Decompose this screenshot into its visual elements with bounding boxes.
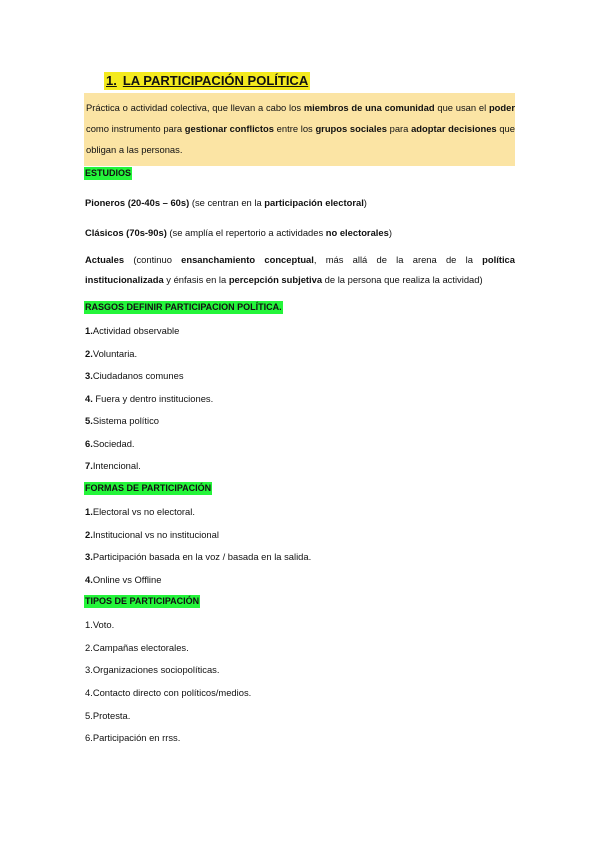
estudios-pioneros (85, 196, 367, 209)
item-text: Participación basada en la voz / basada en la salida. (92, 551, 312, 562)
definition-text: para (386, 123, 412, 134)
definition-text: que obligan a las personas. (86, 123, 515, 155)
definition-bold: adoptar decisiones (411, 123, 497, 134)
item-number: 2. (85, 348, 93, 359)
item-number: 5. (85, 415, 93, 426)
pioneros-text: (se centran en la (189, 197, 265, 208)
definition-bold: gestionar conflictos (184, 123, 274, 134)
tipos-item: 5.Protesta. (85, 710, 131, 721)
actuales-text: y énfasis en la (163, 274, 229, 285)
pioneros-label: Pioneros (20-40s – 60s) (85, 197, 190, 208)
definition-bold: grupos sociales (315, 123, 387, 134)
item-text: Electoral vs no electoral. (92, 506, 195, 517)
estudios-actuales (85, 250, 515, 290)
clasicos-bold: no electorales (325, 227, 389, 238)
clasicos-text: ) (388, 227, 392, 238)
rasgos-item (85, 324, 179, 337)
rasgos-item (85, 347, 137, 360)
tipos-item: 6.Participación en rrss. (85, 732, 181, 743)
rasgos-item (85, 414, 159, 427)
actuales-text: (continuo (124, 254, 182, 265)
actuales-text: de la persona que realiza la actividad) (322, 274, 483, 285)
section-title (104, 72, 310, 90)
item-number: 3. (85, 370, 93, 381)
pioneros-bold: participación electoral (264, 197, 364, 208)
tipos-item: 1.Voto. (85, 619, 115, 630)
definition-text: como instrumento para (86, 123, 185, 134)
item-text: Actividad observable (92, 325, 180, 336)
formas-heading: FORMAS DE PARTICIPACIÓN (85, 483, 212, 493)
estudios-heading: ESTUDIOS (85, 168, 132, 178)
definition-text: Práctica o actividad colectiva, que llevan a cabo los (86, 102, 304, 113)
rasgos-item (85, 369, 184, 382)
rasgos-item (85, 437, 135, 450)
item-number: 1. (85, 325, 93, 336)
item-number: 2. (85, 529, 93, 540)
actuales-label: Actuales (85, 254, 125, 265)
clasicos-label: Clásicos (70s-90s) (85, 227, 167, 238)
actuales-bold: ensanchamiento conceptual (181, 254, 314, 265)
tipos-heading: TIPOS DE PARTICIPACIÓN (85, 596, 200, 606)
rasgos-heading: RASGOS DEFINIR PARTICIPACION POLÍTICA. (85, 302, 282, 312)
formas-item (85, 528, 219, 541)
actuales-text: , más allá de la arena de la (313, 254, 483, 265)
section-title-text: LA PARTICIPACIÓN POLÍTICA (122, 73, 309, 88)
formas-item (85, 573, 161, 586)
item-number: 3. (85, 551, 93, 562)
pioneros-text: ) (363, 197, 367, 208)
item-text: Voluntaria. (92, 348, 138, 359)
formas-item (85, 550, 311, 563)
definition-paragraph (84, 93, 515, 166)
item-text: Ciudadanos comunes (92, 370, 184, 381)
clasicos-text: (se amplía el repertorio a actividades (166, 227, 326, 238)
item-text: Sistema político (92, 415, 160, 426)
item-number: 7. (85, 460, 93, 471)
item-text: Intencional. (92, 460, 141, 471)
item-text: Fuera y dentro instituciones. (92, 393, 214, 404)
tipos-item: 4.Contacto directo con políticos/medios. (85, 687, 252, 698)
item-number: 4. (85, 393, 93, 404)
definition-bold: miembros de una comunidad (303, 102, 435, 113)
formas-item (85, 505, 195, 518)
rasgos-item (85, 459, 141, 472)
definition-text: que usan el (434, 102, 489, 113)
definition-text: entre los (273, 123, 316, 134)
tipos-item: 3.Organizaciones sociopolíticas. (85, 664, 220, 675)
item-number: 1. (85, 506, 93, 517)
tipos-item: 2.Campañas electorales. (85, 642, 189, 653)
item-number: 6. (85, 438, 93, 449)
actuales-bold: percepción subjetiva (228, 274, 323, 285)
definition-bold: poder (488, 102, 515, 113)
rasgos-item (85, 392, 213, 405)
actuales-bold: política institucionalizada (85, 254, 515, 285)
item-text: Online vs Offline (92, 574, 162, 585)
estudios-clasicos (85, 226, 392, 239)
item-text: Institucional vs no institucional (92, 529, 219, 540)
item-number: 4. (85, 574, 93, 585)
item-text: Sociedad. (92, 438, 135, 449)
section-number: 1. (106, 73, 117, 88)
